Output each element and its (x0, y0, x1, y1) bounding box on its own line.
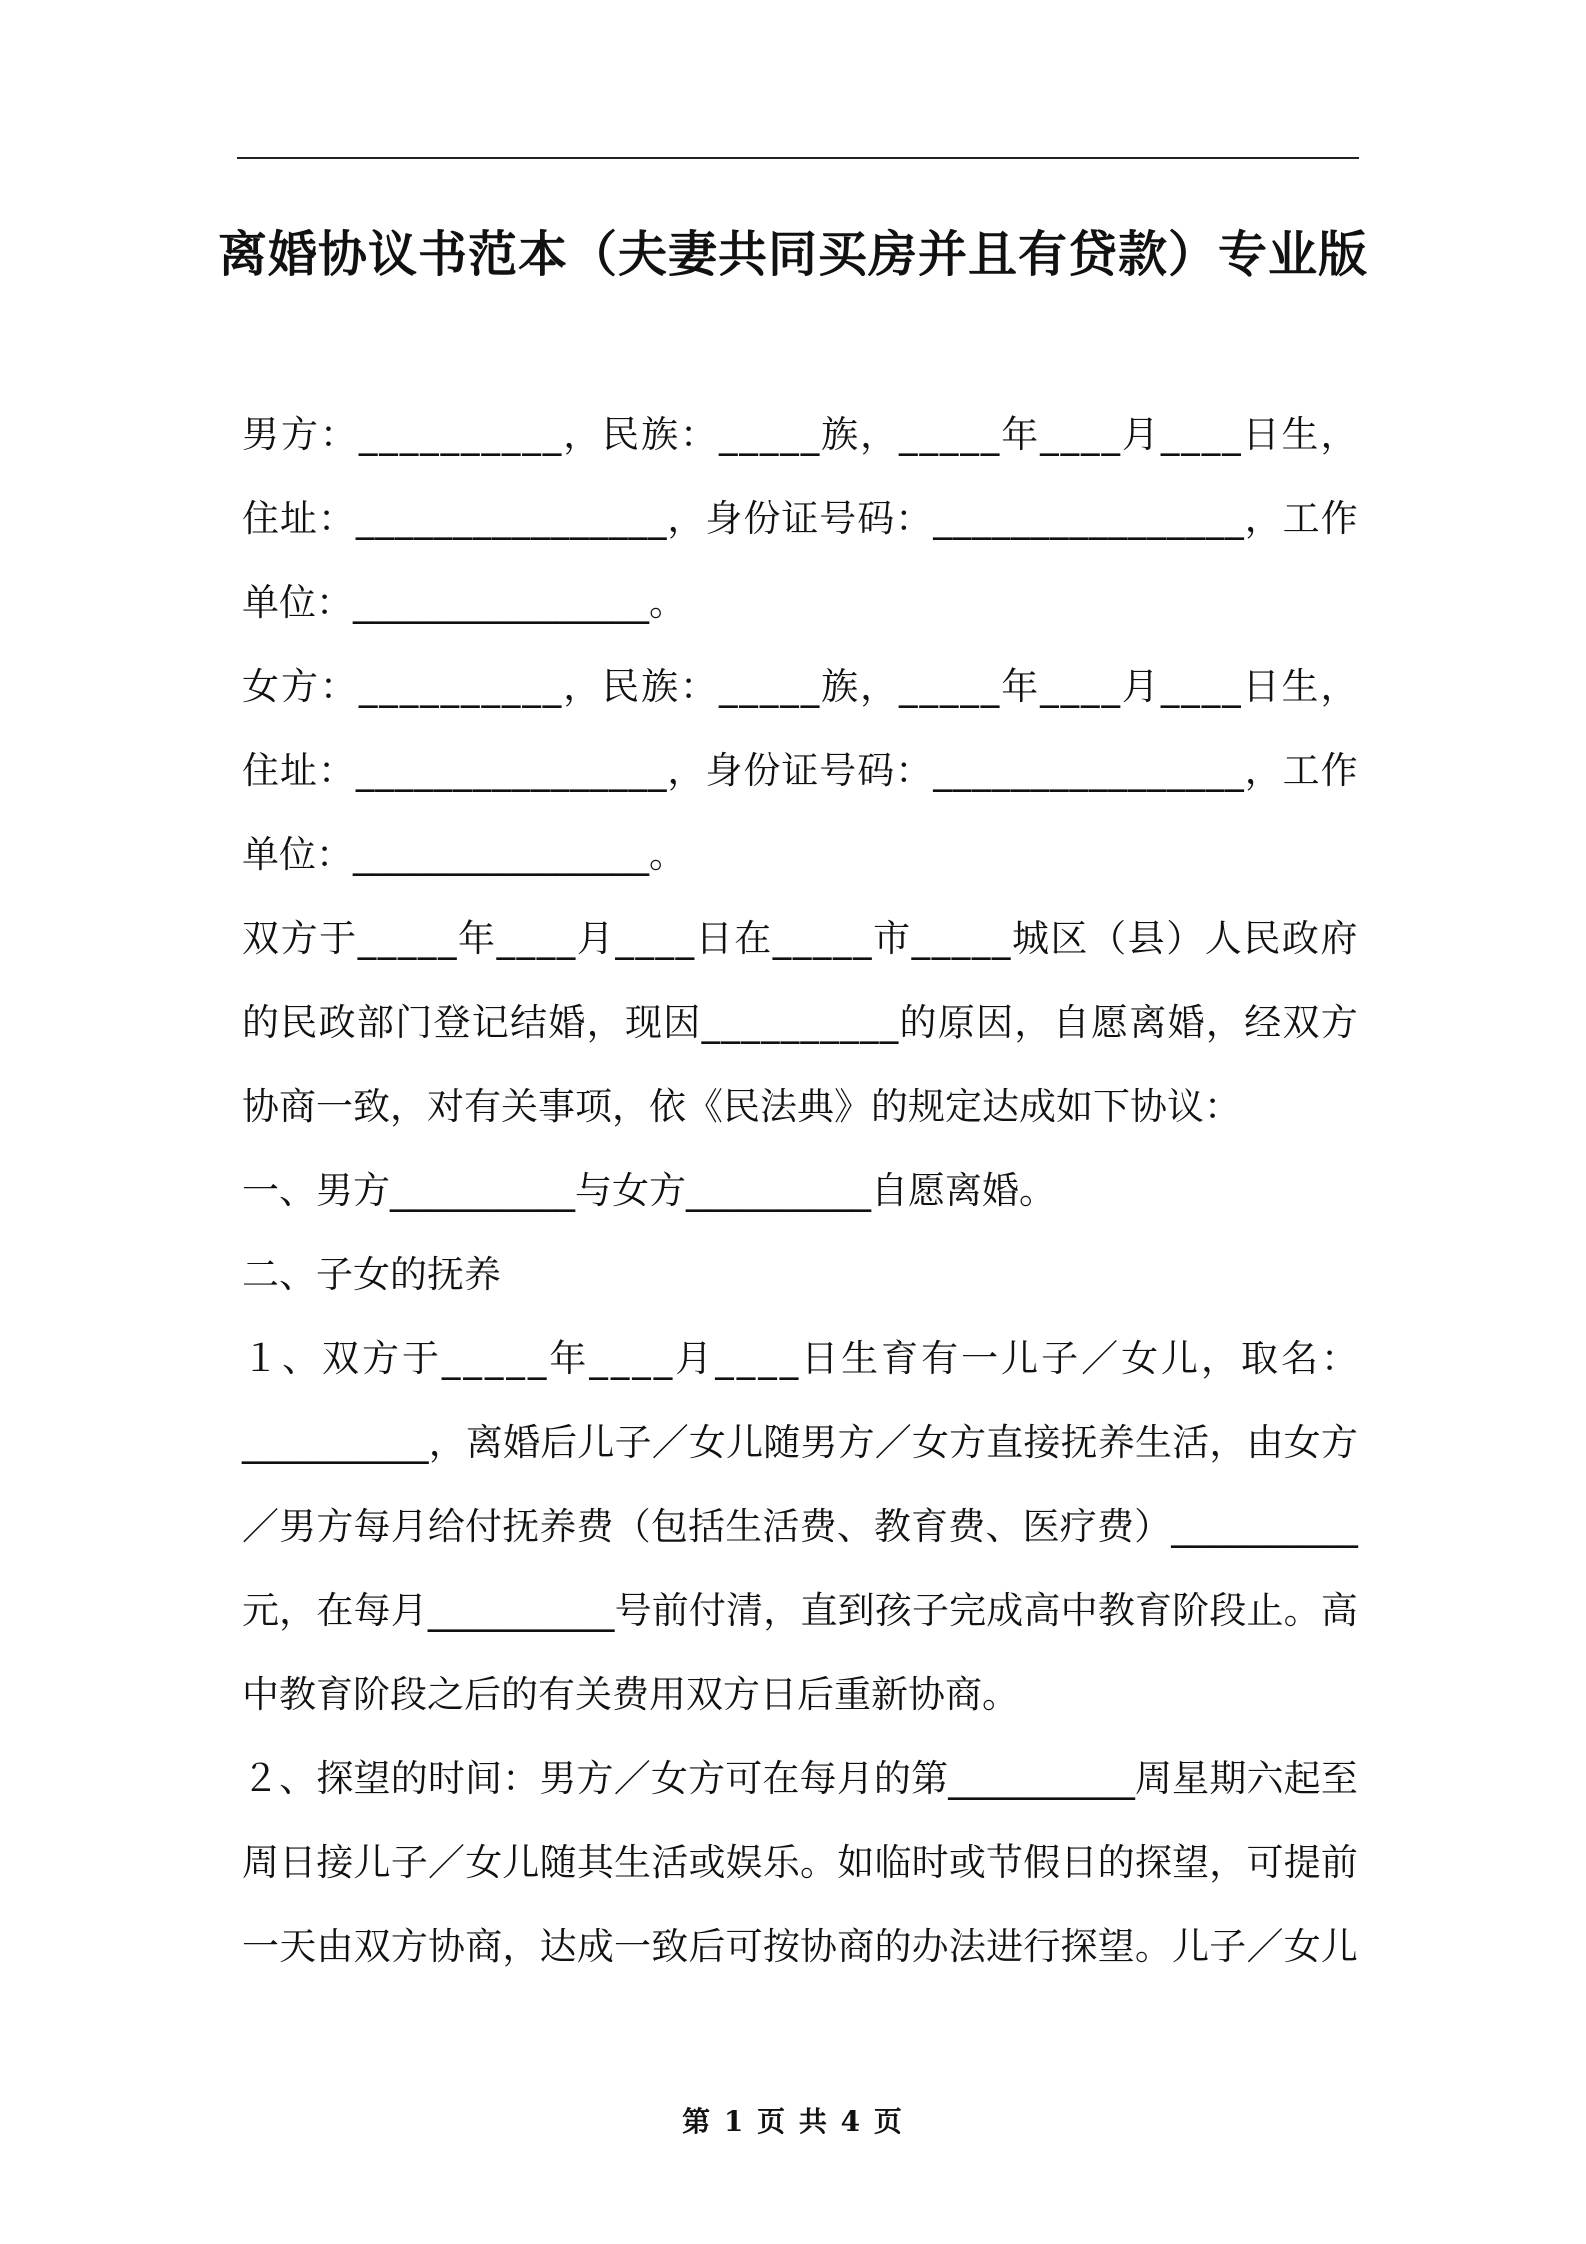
text-line-10: 一、男方__________与女方__________自愿离婚。 (242, 1169, 1056, 1212)
text-line-3: 单位：________________。 (242, 581, 686, 624)
text-line-5: 住 址 ： _ _ _ _ _ _ _ _ _ _ _ _ _ _ _ _ ， 身 份 证 号 码 ： _ _ _ _ _ _ _ _ _ _ _ _ _ _ _ _ ， 工 作 (242, 749, 1358, 792)
text-line-14: ／ 男 方 每 月 给 付 抚 养 费 （ 包 括 生 活 费 、 教 育 费 、 医 疗 费 ） _ _ _ _ _ _ _ _ _ _ (242, 1505, 1358, 1548)
page-footer: 第 1 页 共 4 页 (682, 2105, 904, 2138)
text-line-2: 住 址 ： _ _ _ _ _ _ _ _ _ _ _ _ _ _ _ _ ， 身 份 证 号 码 ： _ _ _ _ _ _ _ _ _ _ _ _ _ _ _ _ ， 工 作 (242, 497, 1358, 540)
text-line-6: 单位：________________。 (242, 833, 686, 876)
text-line-1: 男 方 ： _ _ _ _ _ _ _ _ _ _ ， 民 族 ： _ _ _ _ _ 族 ， _ _ _ _ _ 年 _ _ _ _ 月 _ _ _ _ 日 生 ， (242, 413, 1358, 456)
text-line-4: 女 方 ： _ _ _ _ _ _ _ _ _ _ ， 民 族 ： _ _ _ _ _ 族 ， _ _ _ _ _ 年 _ _ _ _ 月 _ _ _ _ 日 生 ， (242, 665, 1358, 708)
text-line-15: 元 ， 在 每 月 _ _ _ _ _ _ _ _ _ _ 号 前 付 清 ， 直 到 孩 子 完 成 高 中 教 育 阶 段 止 。 高 (242, 1589, 1358, 1632)
text-line-11: 二、子女的抚养 (242, 1253, 501, 1296)
text-line-13: _ _ _ _ _ _ _ _ _ _ ， 离 婚 后 儿 子 ／ 女 儿 随 男 方 ／ 女 方 直 接 抚 养 生 活 ， 由 女 方 (242, 1421, 1358, 1464)
text-line-9: 协商一致，对有关事项，依《民法典》的规定达成如下协议： (242, 1085, 1241, 1128)
text-line-17: ２ 、 探 望 的 时 间 ： 男 方 ／ 女 方 可 在 每 月 的 第 _ _ _ _ _ _ _ _ _ _ 周 星 期 六 起 至 (242, 1757, 1358, 1800)
text-line-7: 双 方 于 _ _ _ _ _ 年 _ _ _ _ 月 _ _ _ _ 日 在 _ _ _ _ _ 市 _ _ _ _ _ 城 区 （ 县 ） 人 民 政 府 (242, 917, 1358, 960)
text-line-18: 周 日 接 儿 子 ／ 女 儿 随 其 生 活 或 娱 乐 。 如 临 时 或 节 假 日 的 探 望 ， 可 提 前 (242, 1841, 1358, 1884)
text-line-8: 的 民 政 部 门 登 记 结 婚 ， 现 因 _ _ _ _ _ _ _ _ _ _ 的 原 因 ， 自 愿 离 婚 ， 经 双 方 (242, 1001, 1358, 1044)
document-title: 离婚协议书范本（夫妻共同买房并且有贷款）专业版 (217, 226, 1368, 283)
text-line-12: １ 、 双 方 于 _ _ _ _ _ 年 _ _ _ _ 月 _ _ _ _ 日 生 育 有 一 儿 子 ／ 女 儿 ， 取 名 ： (242, 1337, 1358, 1380)
text-line-19: 一 天 由 双 方 协 商 ， 达 成 一 致 后 可 按 协 商 的 办 法 进 行 探 望 。 儿 子 ／ 女 儿 (242, 1925, 1358, 1968)
text-line-16: 中教育阶段之后的有关费用双方日后重新协商。 (242, 1673, 1019, 1716)
header-rule (237, 157, 1359, 159)
